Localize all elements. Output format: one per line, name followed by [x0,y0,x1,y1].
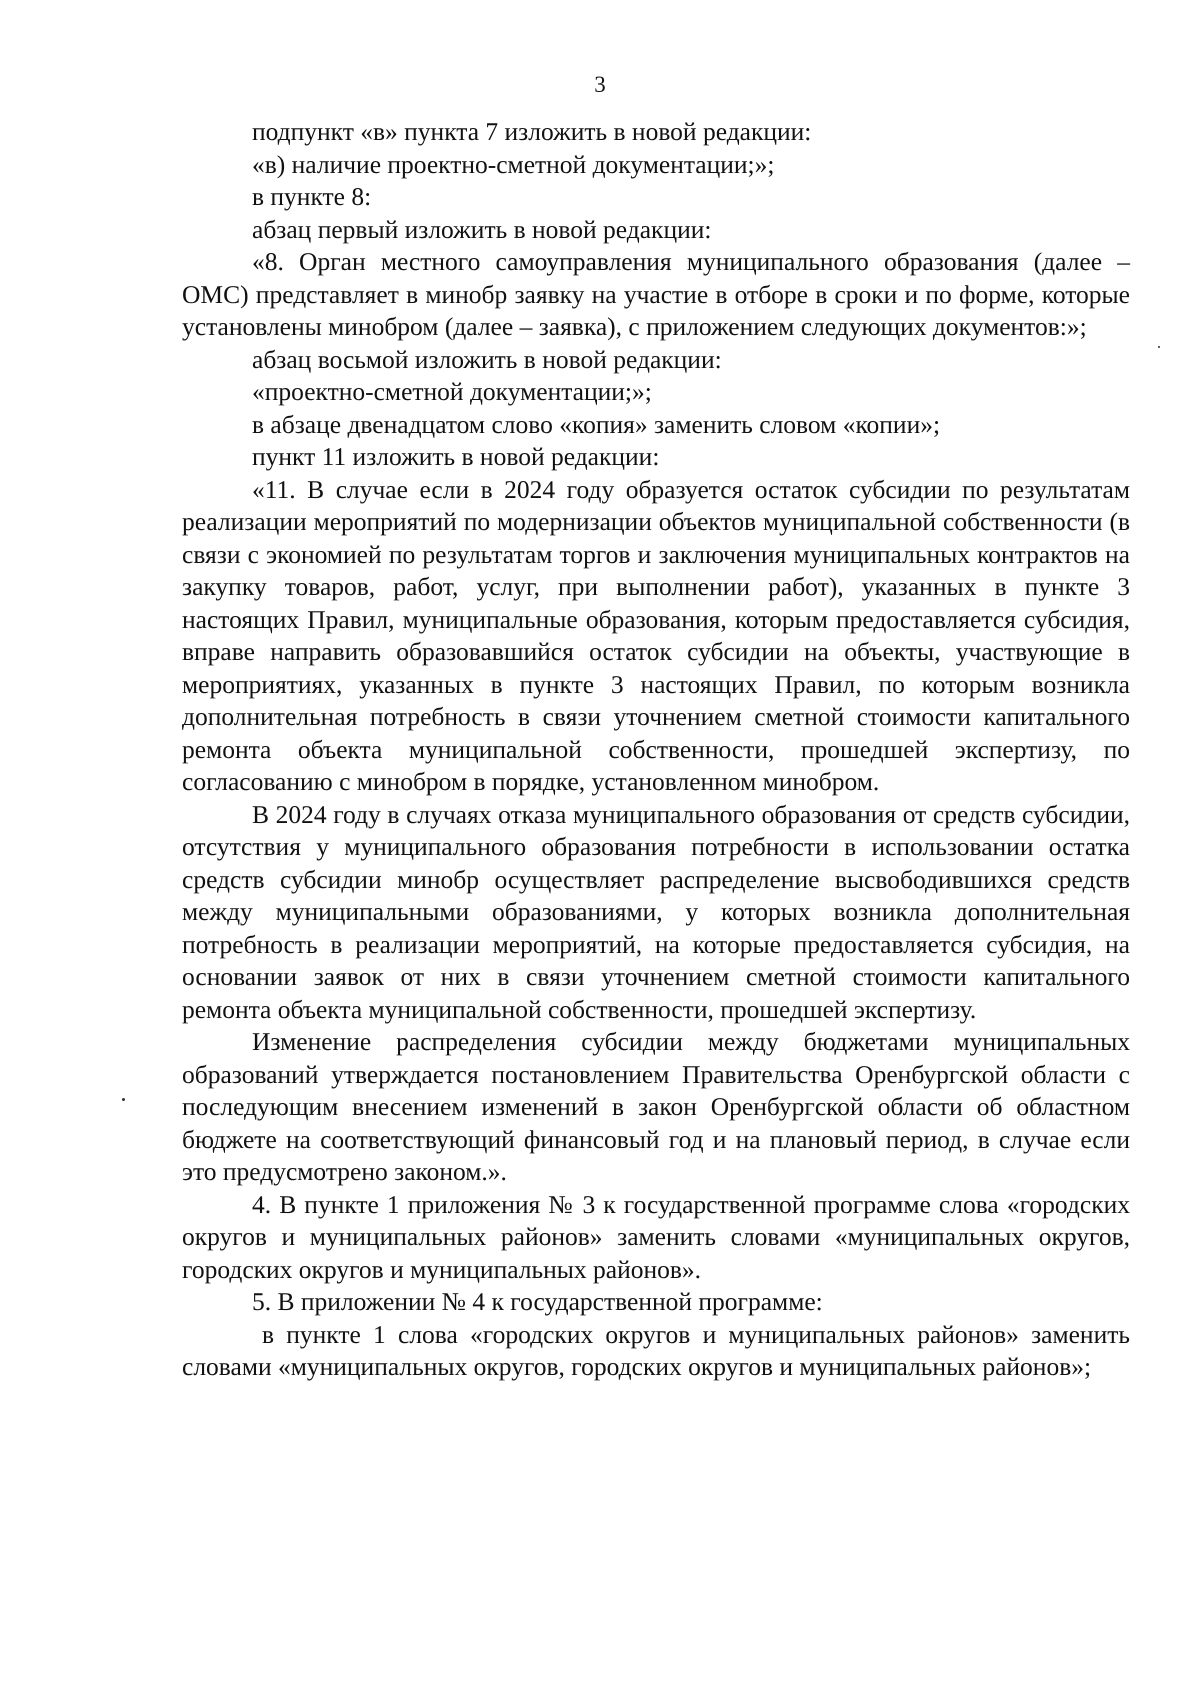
document-body [182,116,1130,1384]
scan-speck [122,1098,125,1101]
paragraph: «8. Орган местного самоуправления муниципального образования (далее – ОМС) представляет в минобр заявку на участие в отборе в сроки и по форме, которые установлены минобром (далее – заявка), с приложением следующих документов:»; [182,247,1130,341]
scan-speck [1158,346,1160,348]
paragraph: пункт 11 изложить в новой редакции: [252,442,660,471]
paragraph: 5. В приложении № 4 к государственной программе: [252,1287,823,1316]
paragraph: Изменение распределения субсидии между бюджетами муниципальных образований утверждается постановлением Правительства Оренбургской области с последующим внесением изменений в закон Оренбургской области об областном бюджете на соответствующий финансовый год и на плановый период, в случае если это предусмотрено законом.». [182,1027,1130,1186]
paragraph: «11. В случае если в 2024 году образуется остаток субсидии по результатам реализации мероприятий по модернизации объектов муниципальной собственности (в связи с экономией по результатам торгов и заключения муниципальных контрактов на закупку товаров, работ, услуг, при выполнении работ), указанных в пункте 3 настоящих Правил, муниципальные образования, которым предоставляется субсидия, вправе направить образовавшийся остаток субсидии на объекты, участвующие в мероприятиях, указанных в пункте 3 настоящих Правил, по которым возникла дополнительная потребность в связи уточнением сметной стоимости капитального ремонта объекта муниципальной собственности, прошедшей экспертизу, по согласованию с минобром в порядке, установленном минобром. [182,474,1130,796]
paragraph: абзац первый изложить в новой редакции: [252,214,712,244]
paragraph: «в) наличие проектно-сметной документации;»; [252,149,775,179]
page-number: 3 [594,72,606,97]
paragraph: подпункт «в» пункта 7 изложить в новой редакции: [252,117,812,146]
paragraph: в пункте 1 слова «городских округов и муниципальных районов» заменить словами «муниципальных округов, городских округов и муниципальных районов»; [182,1319,1130,1381]
paragraph: 4. В пункте 1 приложения № 3 к государственной программе слова «городских округов и муниципальных районов» заменить словами «муниципальных округов, городских округов и муниципальных районов». [182,1189,1130,1284]
paragraph: в пункте 8: [252,182,372,211]
paragraph: абзац восьмой изложить в новой редакции: [252,344,722,374]
paragraph: В 2024 году в случаях отказа муниципального образования от средств субсидии, отсутствия у муниципального образования потребности в использовании остатка средств субсидии минобр осуществляет распределение высвободившихся средств между муниципальными образованиями, у которых возникла дополнительная потребность в реализации мероприятий, на которые предоставляется субсидия, на основании заявок от них в связи уточнением сметной стоимости капитального ремонта объекта муниципальной собственности, прошедшей экспертизу. [182,799,1130,1024]
paragraph: «проектно-сметной документации;»; [252,377,652,406]
paragraph: в абзаце двенадцатом слово «копия» заменить словом «копии»; [252,409,941,439]
